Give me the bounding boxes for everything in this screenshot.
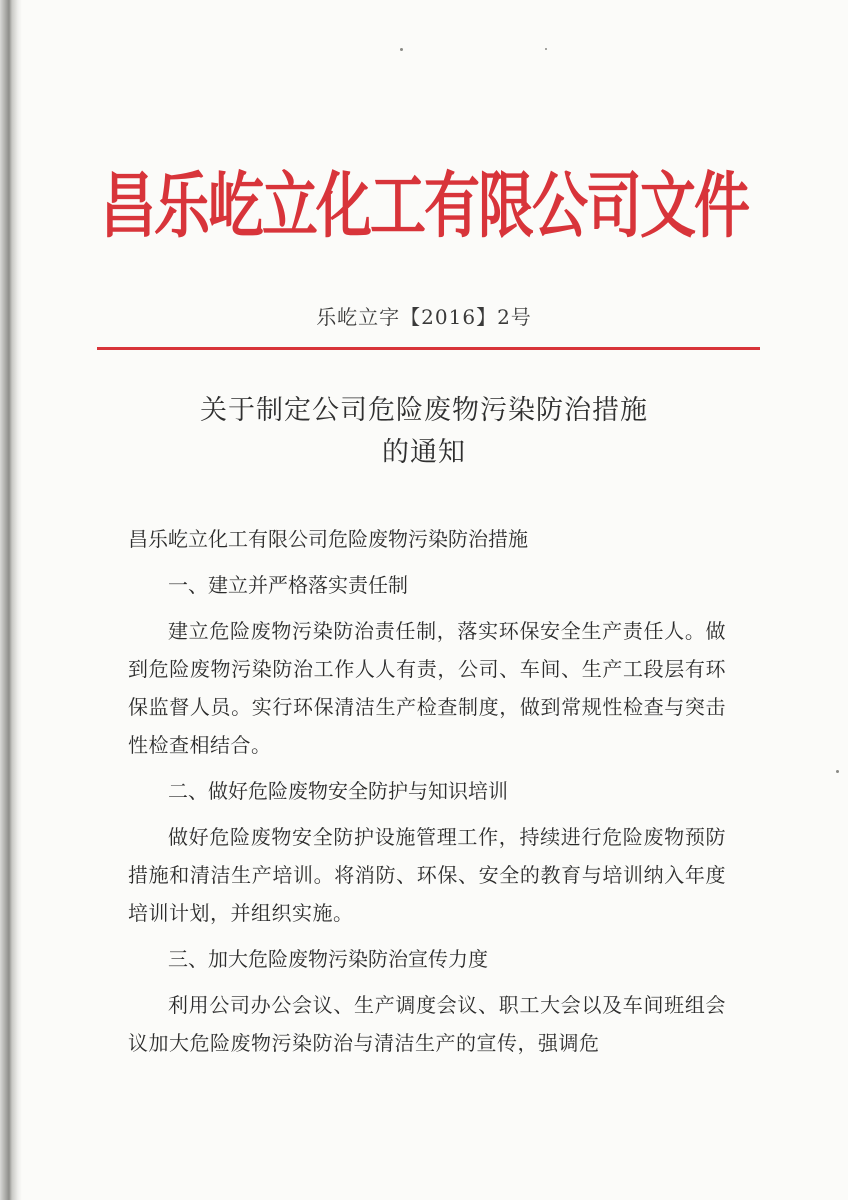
scan-speck: [836, 770, 839, 773]
section-text: 做好危险废物安全防护设施管理工作，持续进行危险废物预防措施和清洁生产培训。将消防、环保、安全的教育与培训纳入年度培训计划，并组织实施。: [128, 825, 726, 925]
section-heading: 二、做好危险废物安全防护与知识培训: [168, 779, 508, 803]
scan-speck: [545, 48, 547, 50]
document-body: [128, 520, 726, 1062]
section-text: 利用公司办公会议、生产调度会议、职工大会以及车间班组会议加大危险废物污染防治与清洁生产的宣传，强调危: [128, 993, 726, 1055]
scan-speck: [400, 48, 403, 51]
section-text: 建立危险废物污染防治责任制，落实环保安全生产责任人。做到危险废物污染防治工作人人有责，公司、车间、生产工段层有环保监督人员。实行环保清洁生产检查制度，做到常规性检查与突击性检查相结合。: [128, 619, 726, 757]
notice-title: [0, 390, 848, 474]
notice-title-line2: 的通知: [382, 437, 466, 468]
notice-title-line1: 关于制定公司危险废物污染防治措施: [200, 395, 648, 426]
section-heading: 一、建立并严格落实责任制: [168, 573, 408, 597]
red-divider-line: [97, 347, 760, 350]
section-heading: 三、加大危险废物污染防治宣传力度: [168, 947, 488, 971]
document-header-title: 昌乐屹立化工有限公司文件: [100, 164, 748, 249]
body-intro: 昌乐屹立化工有限公司危险废物污染防治措施: [128, 527, 528, 551]
document-number: 乐屹立字【2016】2号: [316, 305, 532, 329]
